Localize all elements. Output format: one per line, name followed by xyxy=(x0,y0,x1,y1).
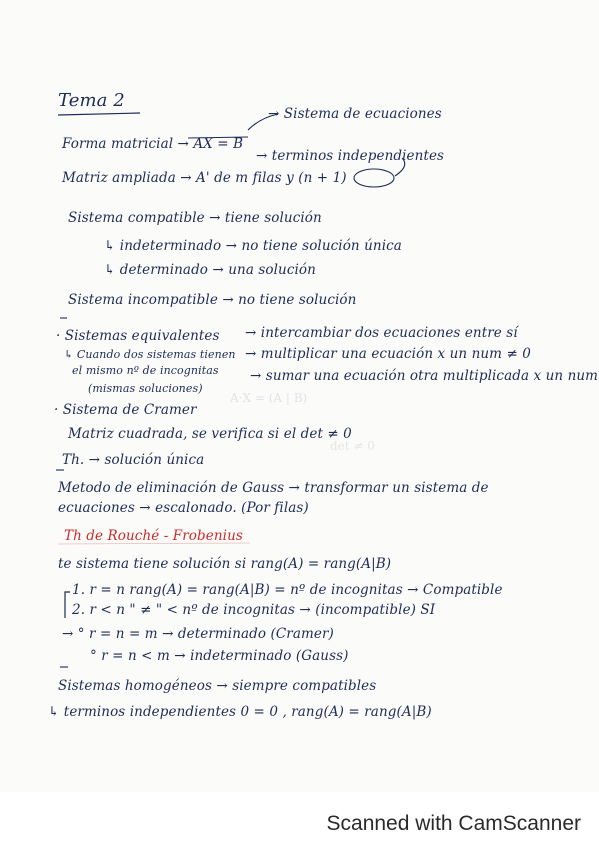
note-matriz-ampliada: Matriz ampliada → A' de m filas y (n + 1) xyxy=(62,170,347,186)
note-sistemas-equivalentes: · Sistemas equivalentes xyxy=(56,328,220,344)
note-determinado: ↳ determinado → una solución xyxy=(104,262,316,278)
note-gauss-line1: Metodo de eliminación de Gauss → transformar un sistema de xyxy=(58,480,489,496)
note-cuando-dos-sistemas: ↳ Cuando dos sistemas tienen xyxy=(64,348,236,361)
note-case-2: 2. r < n " ≠ " < nº de incognitas → (incompatible) SI xyxy=(72,602,436,618)
page-title: Tema 2 xyxy=(58,90,125,111)
cases-bracket xyxy=(65,592,70,618)
note-mismo-numero: el mismo nº de incognitas xyxy=(72,364,219,377)
note-sistemas-homogeneos: Sistemas homogéneos → siempre compatibles xyxy=(58,678,377,694)
svg-text:A·X = (A | B): A·X = (A | B) xyxy=(230,391,308,405)
note-indeterminado: ↳ indeterminado → no tiene solución única xyxy=(104,238,402,254)
note-equivalentes-op3: → sumar una ecuación otra multiplicada x un num xyxy=(250,368,599,384)
note-th-rouche-frobenius: Th de Rouché - Frobenius xyxy=(64,528,243,544)
note-case-indeterminado: ° r = n < m → indeterminado (Gauss) xyxy=(90,648,349,664)
note-equivalentes-op2: → multiplicar una ecuación x un num ≠ 0 xyxy=(245,346,531,362)
note-matriz-cuadrada: Matriz cuadrada, se verifica si el det ≠ 0 xyxy=(68,426,352,442)
title-underline xyxy=(58,113,140,115)
note-case-determinado: → ° r = n = m → determinado (Cramer) xyxy=(62,626,334,642)
note-gauss-line2: ecuaciones → escalonado. (Por filas) xyxy=(58,500,309,516)
note-homogeneos-rango: ↳ terminos independientes 0 = 0 , rang(A) = rang(A|B) xyxy=(48,704,432,720)
note-terminos-independientes: → terminos independientes xyxy=(256,148,445,164)
note-forma-matricial: Forma matricial → AX = B xyxy=(62,136,244,152)
scanner-footer xyxy=(0,792,599,848)
note-th-solucion-unica: Th. → solución única xyxy=(62,452,205,468)
note-mismas-soluciones: (mismas soluciones) xyxy=(88,382,203,395)
n-plus-one-circle xyxy=(354,169,394,187)
note-sistema-compatible: Sistema compatible → tiene solución xyxy=(68,210,322,226)
note-equivalentes-op1: → intercambiar dos ecuaciones entre sí xyxy=(245,325,518,341)
svg-text:det ≠ 0: det ≠ 0 xyxy=(330,439,375,453)
note-sistema-incompatible: Sistema incompatible → no tiene solución xyxy=(68,292,357,308)
note-sistema-cramer: · Sistema de Cramer xyxy=(54,402,197,418)
camscanner-watermark: Scanned with CamScanner xyxy=(326,812,581,835)
note-rouche-definition: te sistema tiene solución si rang(A) = rang(A|B) xyxy=(58,556,392,572)
note-case-1: 1. r = n rang(A) = rang(A|B) = nº de incognitas → Compatible xyxy=(72,582,503,598)
note-sistema-ecuaciones: → Sistema de ecuaciones xyxy=(268,106,442,122)
